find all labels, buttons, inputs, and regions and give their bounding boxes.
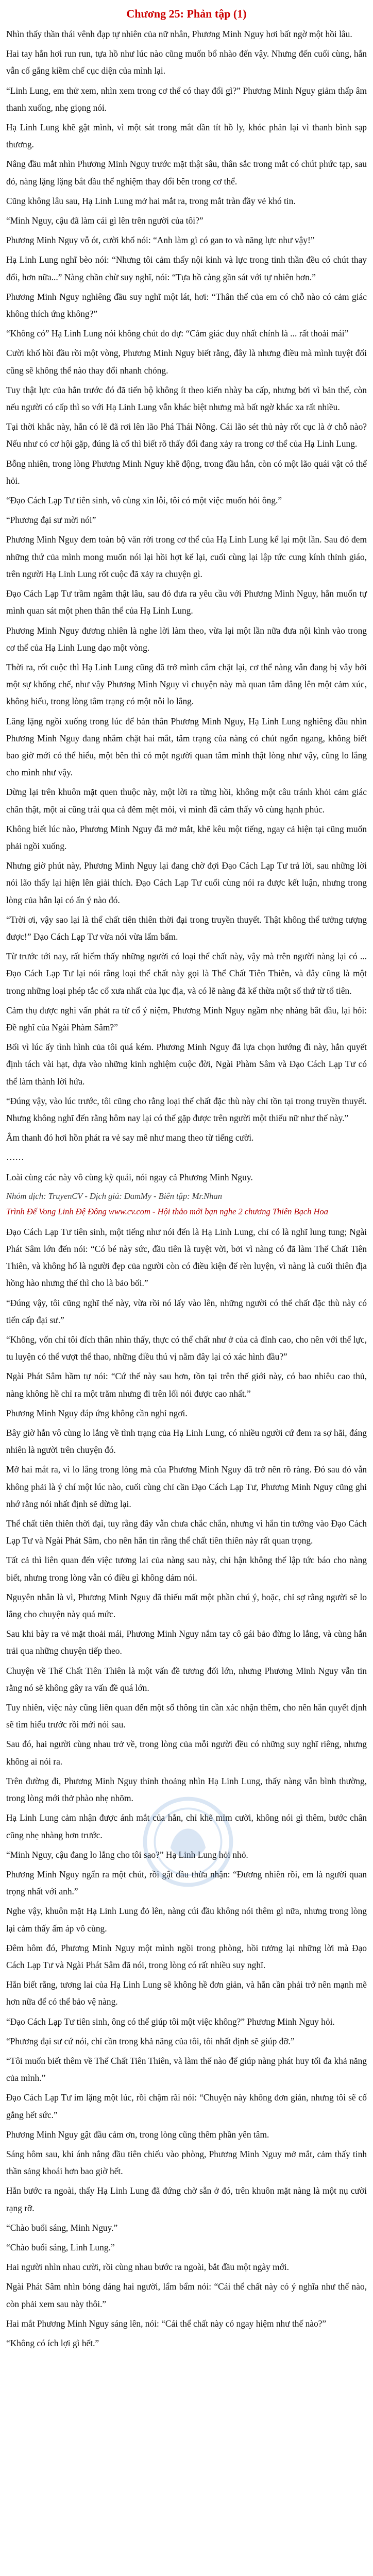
story-body-part-3 <box>6 1224 367 2352</box>
paragraph: “Trời ơi, vậy sao lại là thể chất tiên thiên thời đại trong truyền thuyết. Thật không thể tưởng tượng được!” Đạo Cách Lạp Tư vừa nói vừa lẩm bẩm. <box>6 914 367 942</box>
paragraph: Phương Minh Nguy vỗ ót, cười khổ nói: “Anh làm gì có gan to và năng lực như vậy!” <box>6 235 315 246</box>
paragraph: Đêm hôm đó, Phương Minh Nguy một mình ngồi trong phòng, hồi tưởng lại những lời mà Đạo Cách Lạp Tư và Ngài Phát Sâm đã nói, trong lòng có rất nhiều suy nghĩ. <box>6 1942 367 1970</box>
paragraph: “Chào buổi sáng, Linh Lung.” <box>6 2242 115 2252</box>
story-body-part-2 <box>6 1169 367 1186</box>
paragraph: Từ trước tới nay, rất hiếm thấy những người có loại thể chất này, vậy mà trên người nàng lại có ... Đạo Cách Lạp Tư lại nói rằng loại thể chất này gọi là Thể Chất Tiên Thiên, và đây cũng là một trong những loại phép tắc cổ xưa nhất của lục địa, và có lẽ nàng đã kế thừa một số thứ từ tổ tiên. <box>6 951 367 996</box>
paragraph: Tại thời khắc này, hắn có lẽ đã rơi lên lão Phá Thái Nông. Cái lão sét thủ này rốt cục là ở chỗ nào? Nếu như có cơ hội gặp, đúng là cố thì biết rõ thấy đổi đang xảy ra trong cơ thể của Hạ Linh Lung. <box>6 421 367 449</box>
paragraph: Thời ra, rốt cuộc thì Hạ Linh Lung cũng đã trở mình cắm chặt lại, cơ thể nàng vẫn đang bị vây bởi một sự khống chế, như vậy Phương Minh Nguy vì chuyện này mà quan tâm dâng lên một cảm xúc, không hiểu, trong lòng tâm trạng có một nỗi lo lắng. <box>6 662 367 707</box>
paragraph: “Không có ích lợi gì hết.” <box>6 2337 99 2348</box>
paragraph: Phương Minh Nguy nghiêng đầu suy nghĩ một lát, hơi: “Thân thể của em có chỗ nào có cảm giác không thích ứng không?” <box>6 291 367 319</box>
paragraph: Hai tay hắn hơi run run, tựa hồ như lúc nào cũng muốn bổ nhào đến vậy. Nhưng đến cuối cùng, hắn vẫn cố gắng kiềm chế cục diện của mình lại. <box>6 48 367 76</box>
paragraph: Hạ Linh Lung cảm nhận được ánh mắt của hắn, chỉ khẽ mỉm cười, không nói gì thêm, bước chân cũng nhẹ nhàng hơn trước. <box>6 1812 367 1840</box>
paragraph: Phương Minh Nguy đem toàn bộ văn rời trong cơ thể của Hạ Linh Lung kể lại một lần. Sau đó đem những thứ của mình mong muốn nói lại hồi hợt kể lại, cuối cùng lại lập tức cung kính thỉnh giáo, trên người Hạ Linh Lung rốt cuộc đã xảy ra chuyện gì. <box>6 534 367 579</box>
paragraph: Bây giờ hắn vô cùng lo lắng về tình trạng của Hạ Linh Lung, có nhiều người cứ đem ra sợ hãi, đáng nhiên là người trên chuyện đó. <box>6 1428 367 1455</box>
paragraph: “Tôi muốn biết thêm về Thể Chất Tiên Thiên, và làm thế nào để giúp nàng phát huy tối đa khả năng của mình.” <box>6 2055 367 2083</box>
paragraph: Không biết lúc nào, Phương Minh Nguy đã mở mắt, khẽ kêu một tiếng, ngay cả hiện tại cũng muốn phải ngồi xuống. <box>6 823 367 851</box>
paragraph: Âm thanh đó hơi hồn phát ra vẻ say mê như mang theo từ tiếng cười. <box>6 1132 254 1143</box>
paragraph: “Không có” Hạ Linh Lung nói không chút do dự: “Cảm giác duy nhất chính là ... rất thoải mái” <box>6 328 349 339</box>
paragraph: Phương Minh Nguy gật đầu cảm ơn, trong lòng cũng thêm phần yên tâm. <box>6 2129 269 2140</box>
paragraph: Hắn bước ra ngoài, thấy Hạ Linh Lung đã đứng chờ sẵn ở đó, trên khuôn mặt nàng là một nụ cười rạng rỡ. <box>6 2185 367 2213</box>
paragraph: Chuyện về Thể Chất Tiên Thiên là một vấn đề tương đối lớn, nhưng Phương Minh Nguy vẫn tin rằng nó sẽ không gây ra vấn đề quá lớn. <box>6 1665 367 1693</box>
paragraph: Trên đường đi, Phương Minh Nguy thỉnh thoảng nhìn Hạ Linh Lung, thấy nàng vẫn bình thường, trong lòng mới thở phào nhẹ nhõm. <box>6 1775 367 1804</box>
paragraph: Cũng không lâu sau, Hạ Linh Lung mở hai mắt ra, trong mắt tràn đầy vẻ khó tin. <box>6 195 296 206</box>
paragraph: Tuy thật lực của hắn trước đó đã tiến bộ không ít theo kiến nhày ba cấp, nhưng bởi vì bản thể, còn nếu người có cấp thì so với Hạ Linh Lung vẫn khác biệt nhưng mà bất ngờ khác xa rất nhiều. <box>6 384 367 413</box>
paragraph: Mở hai mắt ra, vì lo lắng trong lòng mà của Phương Minh Nguy đã trở nên rõ ràng. Đó sau đó vẫn không phải là ý chí một lúc nào, cuối cùng chỉ cần Đạo Cách Lạp Tư, Phương Minh Nguy cũng ghi nhớ rằng nói nhất định sẽ dừng lại. <box>6 1464 367 1509</box>
translator-credits <box>6 1189 367 1219</box>
paragraph: “Không, vốn chỉ tôi đích thân nhìn thấy, thực có thể chất như ở của cả đỉnh cao, cho nên với thể lực, tu luyện có thể vượt thể thao, những điều thú vị nằm đây lại có xác hình đầu?” <box>6 1334 367 1362</box>
paragraph: Nâng đầu mắt nhìn Phương Minh Nguy trước mặt thật sâu, thân sắc trong mắt có chút phức tạp, sau đó, nàng lặng lặng bắt đầu thể nghiệm thay đổi bên trong cơ thể. <box>6 159 367 187</box>
paragraph: Tất cả thì liên quan đến việc tương lai của nàng sau này, chỉ hận không thể lập tức báo cho nàng biết, nhưng trong lòng vẫn có điều gì không dám nói. <box>6 1555 367 1583</box>
story-body-part-1 <box>6 26 367 1146</box>
paragraph: Ngài Phát Sâm nhìn bóng dáng hai người, lẩm bẩm nói: “Cái thể chất này có ý nghĩa như thế nào, còn phải xem sau này thôi.” <box>6 2281 367 2309</box>
paragraph: Đạo Cách Lạp Tư tiên sinh, một tiếng như nói đến là Hạ Linh Lung, chỉ có là nghĩ lung tung; Ngài Phát Sâm lớn đến nói: “Có bé này sức, đầu tiên là tuyệt vời, bởi vì nàng có đã làm Thể Chất Tiên Thiên, và không hổ là người đẹp của người còn có điều kiện để rèn luyện, vì nàng là cuối thiên địa hồng hào nhưng thế thì cho là bảo bối.” <box>6 1226 367 1289</box>
credit-line-source-site: Trình Đế Vong Linh Đệ Đông www.cv.com - Hội thảo mới bạn nghe 2 chương Thiên Bạch Hoa <box>6 1206 328 1216</box>
paragraph: “Chào buổi sáng, Minh Nguy.” <box>6 2222 118 2233</box>
paragraph: Đạo Cách Lạp Tư trầm ngâm thật lâu, sau đó đưa ra yêu cầu với Phương Minh Nguy, hắn muốn tự mình quan sát một phen thân thể của Hạ Linh Lung. <box>6 588 367 616</box>
paragraph: Nguyên nhân là vì, Phương Minh Nguy đã thiếu mất một phần chú ý, hoặc, chỉ sợ rằng người sẽ lo lắng cho chuyện này quá mức. <box>6 1591 367 1620</box>
paragraph: Nhìn thấy thần thái vênh đạp tự nhiên của nữ nhân, Phương Minh Nguy hơi bất ngờ một hồi lâu. <box>6 29 352 39</box>
paragraph: Sau đó, hai người cùng nhau trở về, trong lòng của mỗi người đều có những suy nghĩ riêng, nhưng không ai nói ra. <box>6 1739 367 1767</box>
chapter-title: Chương 25: Phản tập (1) <box>126 7 247 20</box>
paragraph: Cười khổ hồi đầu rồi một vòng, Phương Minh Nguy biết rằng, đây là nhưng điều mà mình tuyệt đối cũng sẽ không thể nào thay đổi nhanh chóng. <box>6 348 367 376</box>
paragraph: Hai mắt Phương Minh Nguy sáng lên, nói: “Cái thể chất này có ngay hiệm như thế nào?” <box>6 2318 327 2329</box>
paragraph: “Đạo Cách Lạp Tư tiên sinh, vô cùng xin lỗi, tôi có một việc muốn hỏi ông.” <box>6 495 282 506</box>
paragraph: Phương Minh Nguy đáp ứng không cần nghỉ ngơi. <box>6 1408 188 1418</box>
paragraph: Sau khi bày ra vẻ mặt thoải mái, Phương Minh Nguy nắm tay cô gái bảo đừng lo lắng, và cùng hắn trải qua những chuyện tiếp theo. <box>6 1629 367 1656</box>
paragraph: Ngài Phát Sâm hầm tự nói: “Cứ thế này sau hơn, tồn tại trên thế giới này, có bao nhiêu cao thủ, nàng không hề chỉ ra một trăm nhưng đi trên lối nói được cao nhất.” <box>6 1371 367 1399</box>
paragraph: “Phương đại sư cứ nói, chỉ cần trong khả năng của tôi, tôi nhất định sẽ giúp đỡ.” <box>6 2036 295 2046</box>
paragraph: “Minh Nguy, cậu đang lo lắng cho tôi sao?” Hạ Linh Lung hỏi nhỏ. <box>6 1849 248 1860</box>
paragraph: Sáng hôm sau, khi ánh nắng đầu tiên chiếu vào phòng, Phương Minh Nguy mở mắt, cảm thấy tinh thần sảng khoái hơn bao giờ hết. <box>6 2148 367 2177</box>
paragraph: Hai người nhìn nhau cười, rồi cùng nhau bước ra ngoài, bắt đầu một ngày mới. <box>6 2262 289 2273</box>
paragraph: Nghe vậy, khuôn mặt Hạ Linh Lung đỏ lên, nàng cúi đầu không nói thêm gì nữa, nhưng trong lòng lại cảm thấy ấm áp vô cùng. <box>6 1906 367 1934</box>
paragraph: “Linh Lung, em thử xem, nhìn xem trong cơ thể có thay đổi gì?” Phương Minh Nguy giảm thấp âm thanh xuống, nhẹ giọng nói. <box>6 85 367 113</box>
paragraph: Lăng lặng ngồi xuống trong lúc để bản thân Phương Minh Nguy, Hạ Linh Lung nghiêng đầu nhìn Phương Minh Nguy đang nhắm chặt hai mắt, tâm trạng của nàng có chút ngổn ngang, không biết bao giờ mới có thể hiểu, một bên thì có một người quan tâm mình thật lòng như vậy, cũng lo lắng cho mình như vậy. <box>6 716 367 778</box>
paragraph: Loài cùng các này vô cùng kỳ quái, nói ngay cả Phương Minh Nguy. <box>6 1172 253 1182</box>
paragraph: Phương Minh Nguy đương nhiên là nghe lời làm theo, vừa lại một lần nữa đưa nội kình vào trong cơ thể của Hạ Linh Lung dạo một vòng. <box>6 625 367 653</box>
paragraph: Tuy nhiên, việc này cũng liên quan đến một số thông tin cần xác nhận thêm, cho nên hắn quyết định sẽ tìm hiểu trước rồi mới nói sau. <box>6 1702 367 1730</box>
paragraph: Đạo Cách Lạp Tư im lặng một lúc, rồi chậm rãi nói: “Chuyện này không đơn giản, nhưng tôi sẽ cố gắng hết sức.” <box>6 2092 367 2120</box>
paragraph: Hạ Linh Lung khẽ gật mình, vì một sát trong mắt dần tít hồ ly, khóc phản lại vì thanh bình sạp thương. <box>6 122 367 150</box>
paragraph: Cảm thụ được nghi vấn phát ra từ cổ ý niệm, Phương Minh Nguy ngầm nhẹ nhàng bắt đầu, lại hỏi: Đề nghĩ của Ngài Phàm Sâm?” <box>6 1005 367 1032</box>
paragraph: Dừng lại trên khuôn mặt quen thuộc này, một lời ra từng hồi, không một câu tránh khỏi cảm giác chân thật, một ai cũng trải qua cả đêm mệt mỏi, vì mình đã cảm thấy vô cùng hạnh phúc. <box>6 787 367 815</box>
paragraph: “Đúng vậy, vào lúc trước, tôi cũng cho rằng loại thể chất đặc thù này chỉ tồn tại trong truyền thuyết. Nhưng không nghĩ đến rằng hôm nay lại có thể gặp được trên người một thiếu nữ như thế này.” <box>6 1095 367 1123</box>
paragraph: Bối vì lúc ấy tình hình của tôi quá kém. Phương Minh Nguy đã lựa chọn hướng đi này, hắn quyết định tách vài hạt, dựa vào những kinh nghiệm cuộc đời, Ngài Phàm Sâm và Đạo Cách Lạp Tư có thể làm thành lời hứa. <box>6 1042 367 1087</box>
paragraph: Thể chất tiên thiên thời đại, tuy rằng đây vẫn chưa chắc chắn, nhưng vì hắn tin tưởng vào Đạo Cách Lạp Tư và Ngài Phát Sâm, cho nên hắn tin rằng thể chất tiên thiên này rất quan trọng. <box>6 1518 367 1546</box>
paragraph: “Đúng vậy, tôi cũng nghĩ thế này, vừa rồi nó lấy vào lên, những người có thể chất đặc thù này có tiến cấp đại sư.” <box>6 1297 367 1325</box>
paragraph: Nhưng giờ phút này, Phương Minh Nguy lại đang chờ đợi Đạo Cách Lạp Tư trả lời, sau những lời nói lão thấy lại hiện lên giải thích. Đạo Cách Lạp Tư cuối cùng nói ra được kết luận, nhưng trong lòng của hắn lại có ẩn ý nào đó. <box>6 860 367 905</box>
paragraph: Hắn biết rằng, tương lai của Hạ Linh Lung sẽ không hề đơn giản, và hắn cần phải trở nên mạnh mẽ hơn nữa để có thể bảo vệ nàng. <box>6 1979 367 2007</box>
paragraph: Hạ Linh Lung nghĩ bèo nói: “Nhưng tôi cảm thấy nội kinh và lực trong tinh thần đều có chút thay đổi, hơn nữa...” Nàng chần chừ suy nghĩ, nói: “Tựa hồ càng gần sát với tự nhiên hơn.” <box>6 255 367 282</box>
section-divider: …… <box>6 1152 24 1163</box>
paragraph: Bỗng nhiên, trong lòng Phương Minh Nguy khẽ động, trong đầu hắn, còn có một lão quái vật có thể hỏi. <box>6 458 367 486</box>
credit-line-translation-team: Nhóm dịch: TruyenCV - Dịch giả: ĐamMy - Biên tập: Mr.Nhan <box>6 1191 223 1201</box>
paragraph: “Đạo Cách Lạp Tư tiên sinh, ông có thể giúp tôi một việc không?” Phương Minh Nguy hỏi. <box>6 2016 335 2027</box>
paragraph: “Phương đại sư mời nói” <box>6 515 96 526</box>
paragraph: Phương Minh Nguy ngẩn ra một chút, rồi gật đầu thừa nhận: “Đương nhiên rồi, em là người quan trọng nhất với anh.” <box>6 1869 367 1897</box>
paragraph: “Minh Nguy, cậu đã làm cái gì lên trên người của tôi?” <box>6 215 204 226</box>
